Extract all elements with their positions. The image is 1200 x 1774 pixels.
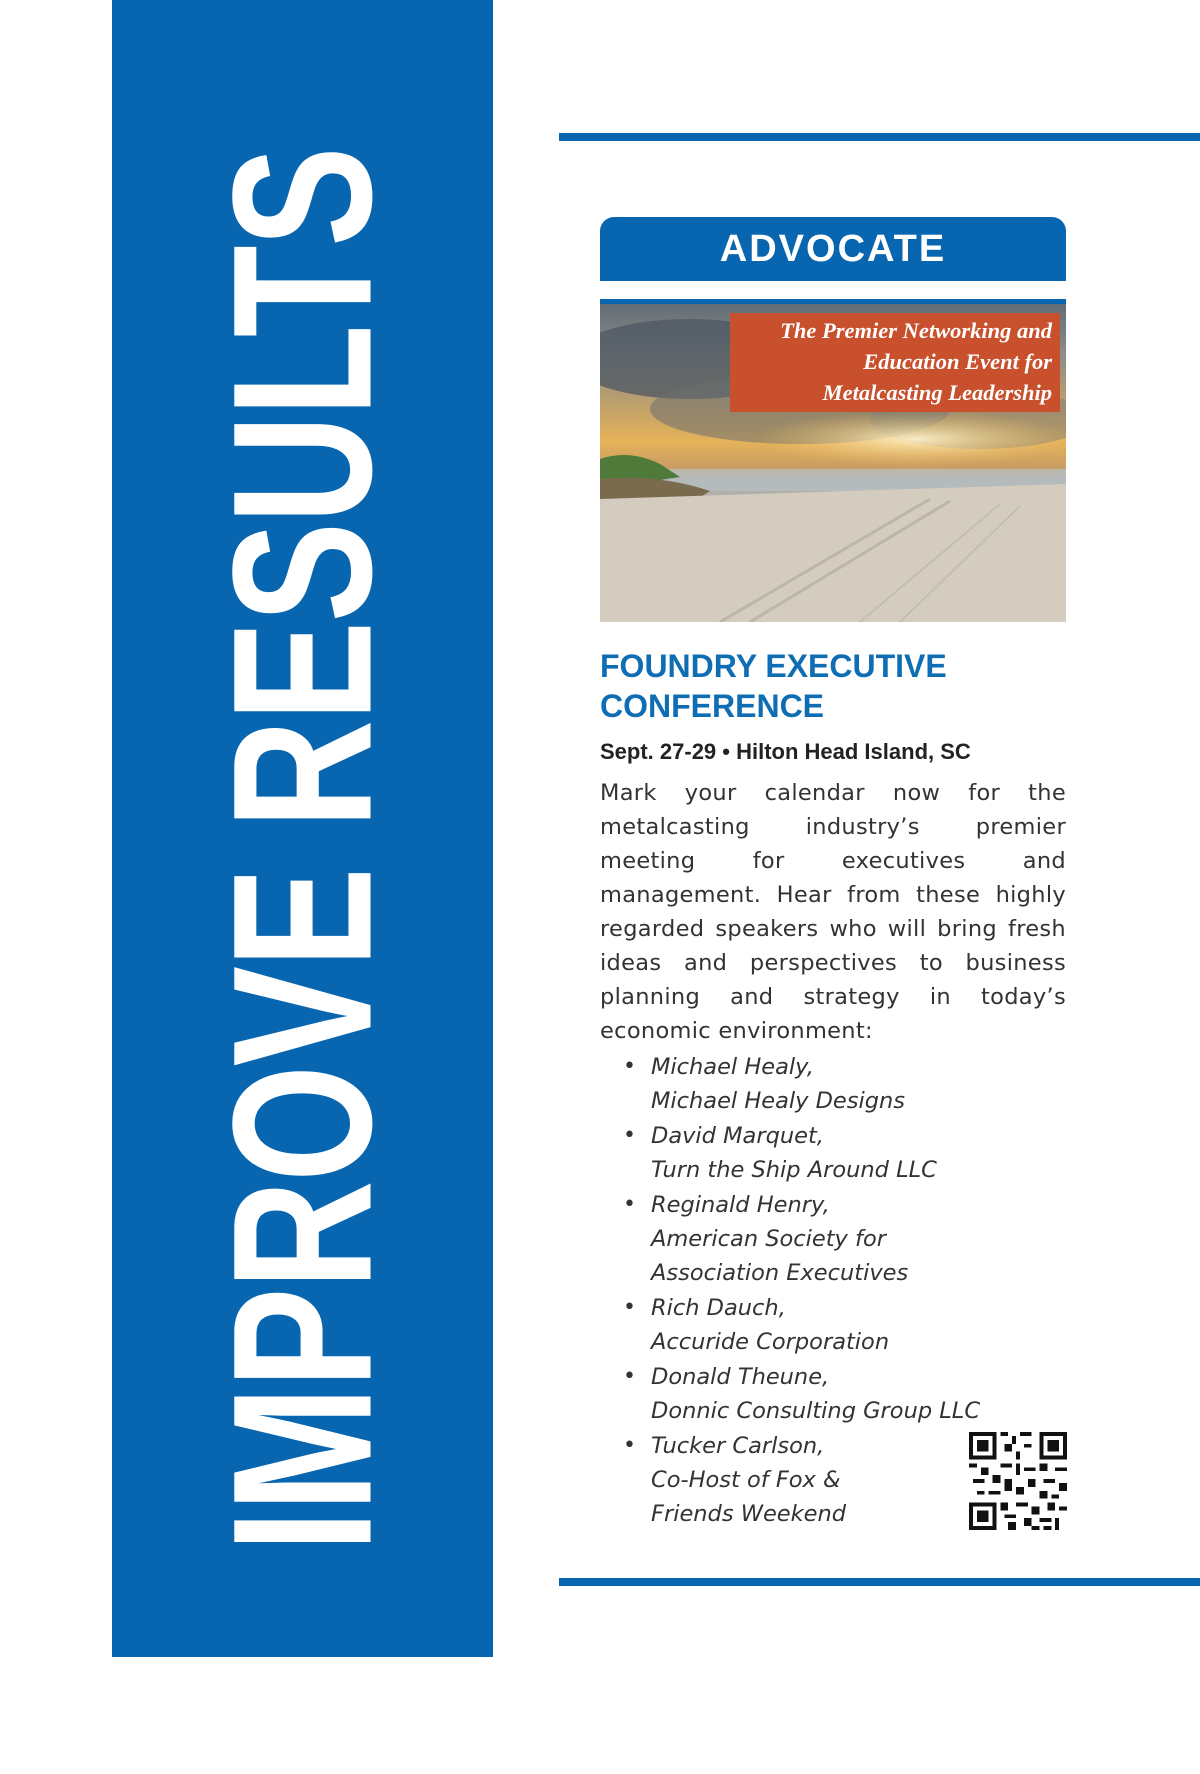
tagline-line: Metalcasting Leadership <box>822 380 1052 405</box>
photo-top-strip <box>600 299 1066 304</box>
list-item <box>600 1188 1066 1290</box>
event-date-location: Sept. 27-29 • Hilton Head Island, SC <box>600 739 971 764</box>
speaker-org: American Society for <box>651 1226 886 1252</box>
top-rule <box>559 133 1200 141</box>
vertical-title: IMPROVE RESULTS <box>191 147 413 1553</box>
event-title-line: CONFERENCE <box>600 688 825 724</box>
bullet-icon: • <box>623 1433 636 1458</box>
tagline-line: Education Event for <box>863 349 1052 374</box>
bullet-icon: • <box>623 1123 636 1148</box>
speaker-org: Accuride Corporation <box>651 1329 890 1355</box>
speaker-org: Michael Healy Designs <box>651 1088 906 1114</box>
event-title <box>600 646 1020 726</box>
section-banner <box>600 217 1066 281</box>
speaker-name: David Marquet, <box>651 1123 824 1149</box>
bullet-icon: • <box>623 1054 636 1079</box>
speaker-org: Turn the Ship Around LLC <box>651 1157 937 1183</box>
speaker-org: Co-Host of Fox & <box>651 1467 841 1493</box>
beach-photo <box>600 299 1066 622</box>
photo-tagline <box>730 313 1060 412</box>
event-title-line: FOUNDRY EXECUTIVE <box>600 648 947 684</box>
speaker-org: Donnic Consulting Group LLC <box>651 1398 981 1424</box>
speaker-org: Association Executives <box>651 1260 909 1286</box>
intro-paragraph: Mark your calendar now for the metalcasting industry’s premier meeting for executives and management. Hear from these highly regarded speakers who will bring fresh ideas and perspectives to business planning and strategy in today’s economic environment: <box>600 780 1066 1044</box>
section-label: ADVOCATE <box>719 227 947 270</box>
list-item <box>600 1291 1066 1359</box>
advocate-card <box>600 217 1066 1532</box>
list-item <box>600 1119 1066 1187</box>
list-item <box>600 1050 1066 1118</box>
bullet-icon: • <box>623 1295 636 1320</box>
bullet-icon: • <box>623 1364 636 1389</box>
qr-code-icon[interactable] <box>969 1432 1067 1530</box>
speaker-name: Michael Healy, <box>651 1054 814 1080</box>
tagline-line: The Premier Networking and <box>780 318 1052 343</box>
speaker-name: Reginald Henry, <box>651 1192 830 1218</box>
list-item <box>600 1360 1066 1428</box>
speaker-org: Friends Weekend <box>651 1501 847 1527</box>
bottom-rule <box>559 1578 1200 1586</box>
speaker-name: Rich Dauch, <box>651 1295 786 1321</box>
speaker-name: Tucker Carlson, <box>651 1433 825 1459</box>
speaker-name: Donald Theune, <box>651 1364 830 1390</box>
bullet-icon: • <box>623 1192 636 1217</box>
